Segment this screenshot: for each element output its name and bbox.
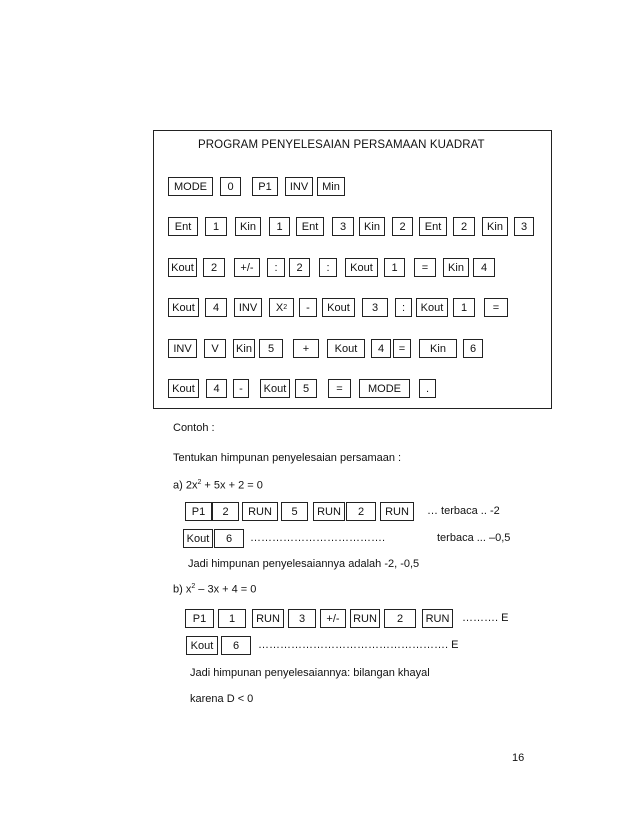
key-x-squared <box>269 298 294 317</box>
key-inv: INV <box>285 177 313 196</box>
example-instruction: Tentukan himpunan penyelesaian persamaan : <box>173 452 402 464</box>
key-2: 2 <box>289 258 310 277</box>
conclusion-b1: Jadi himpunan penyelesaiannya: bilangan khayal <box>190 667 430 679</box>
key-kout: Kout <box>168 298 199 317</box>
key-plus: + <box>293 339 319 358</box>
equation-a <box>173 479 263 492</box>
key-divide: : <box>395 298 412 317</box>
equation-b-exponent: 2 <box>191 583 196 590</box>
result-note-a2: terbaca ... –0,5 <box>437 532 511 544</box>
key-run: RUN <box>252 609 284 628</box>
key-p1: P1 <box>252 177 278 196</box>
key-kout: Kout <box>416 298 448 317</box>
key-mode: MODE <box>168 177 213 196</box>
key-p1: P1 <box>185 609 214 628</box>
key-2: 2 <box>392 217 413 236</box>
program-title: PROGRAM PENYELESAIAN PERSAMAAN KUADRAT <box>198 139 485 151</box>
key-6: 6 <box>463 339 483 358</box>
key-kin: Kin <box>233 339 255 358</box>
key-1: 1 <box>218 609 246 628</box>
key-run: RUN <box>242 502 278 521</box>
key-equals: = <box>414 258 436 277</box>
key-minus: - <box>233 379 249 398</box>
key-1: 1 <box>269 217 290 236</box>
key-4: 4 <box>473 258 495 277</box>
key-run: RUN <box>350 609 380 628</box>
key-4: 4 <box>206 379 227 398</box>
key-ent: Ent <box>168 217 198 236</box>
conclusion-a: Jadi himpunan penyelesaiannya adalah -2, -0,5 <box>188 558 420 570</box>
x-squared-superscript: 2 <box>283 304 288 311</box>
x-label: X <box>275 301 284 314</box>
key-kout: Kout <box>260 379 290 398</box>
equation-a-exponent: 2 <box>197 479 202 486</box>
key-kin: Kin <box>235 217 261 236</box>
key-kout: Kout <box>168 258 197 277</box>
key-minus: - <box>299 298 317 317</box>
key-kin: Kin <box>359 217 385 236</box>
key-equals: = <box>328 379 351 398</box>
key-3: 3 <box>288 609 316 628</box>
key-ent: Ent <box>419 217 447 236</box>
key-1: 1 <box>205 217 227 236</box>
key-kin: Kin <box>419 339 457 358</box>
key-ent: Ent <box>296 217 324 236</box>
key-5: 5 <box>259 339 283 358</box>
key-divide: : <box>319 258 337 277</box>
key-plus-minus: +/- <box>320 609 346 628</box>
key-2: 2 <box>346 502 376 521</box>
key-inv: INV <box>168 339 197 358</box>
result-note-b1: ………. E <box>462 612 509 624</box>
key-kout: Kout <box>345 258 378 277</box>
example-label: Contoh : <box>173 422 215 434</box>
equation-b-post: – 3x + 4 = 0 <box>195 583 257 596</box>
key-equals: = <box>484 298 508 317</box>
key-5: 5 <box>281 502 308 521</box>
key-3: 3 <box>332 217 354 236</box>
dots-a2: ………………………………. <box>250 532 386 544</box>
key-kin: Kin <box>443 258 469 277</box>
key-1: 1 <box>384 258 405 277</box>
key-inv: INV <box>234 298 262 317</box>
key-kout: Kout <box>327 339 365 358</box>
key-kout: Kout <box>168 379 199 398</box>
key-3: 3 <box>362 298 388 317</box>
key-0: 0 <box>220 177 241 196</box>
key-kout: Kout <box>183 529 213 548</box>
key-2: 2 <box>384 609 416 628</box>
key-min: Min <box>317 177 345 196</box>
key-kout: Kout <box>322 298 355 317</box>
key-divide: : <box>267 258 285 277</box>
key-1: 1 <box>453 298 475 317</box>
page-number: 16 <box>512 752 525 764</box>
key-2: 2 <box>453 217 475 236</box>
key-dot: . <box>419 379 436 398</box>
equation-b-pre: b) x <box>173 583 192 596</box>
equation-a-post: + 5x + 2 = 0 <box>201 479 263 492</box>
key-run: RUN <box>313 502 345 521</box>
key-4: 4 <box>371 339 391 358</box>
key-mode: MODE <box>359 379 410 398</box>
key-3: 3 <box>514 217 534 236</box>
key-v: V <box>204 339 226 358</box>
key-p1: P1 <box>185 502 212 521</box>
key-kin: Kin <box>482 217 508 236</box>
result-note-a1: … terbaca .. -2 <box>427 505 500 517</box>
key-equals: = <box>393 339 411 358</box>
key-2: 2 <box>212 502 239 521</box>
key-4: 4 <box>205 298 227 317</box>
key-6: 6 <box>221 636 251 655</box>
equation-b <box>173 583 256 596</box>
key-5: 5 <box>295 379 317 398</box>
key-run: RUN <box>422 609 453 628</box>
key-2: 2 <box>203 258 225 277</box>
key-run: RUN <box>380 502 414 521</box>
key-plus-minus: +/- <box>234 258 260 277</box>
result-note-b2: ……………………………………………. E <box>258 639 459 651</box>
conclusion-b2: karena D < 0 <box>190 693 254 705</box>
equation-a-pre: a) 2x <box>173 479 198 492</box>
key-6: 6 <box>214 529 244 548</box>
key-kout: Kout <box>186 636 218 655</box>
